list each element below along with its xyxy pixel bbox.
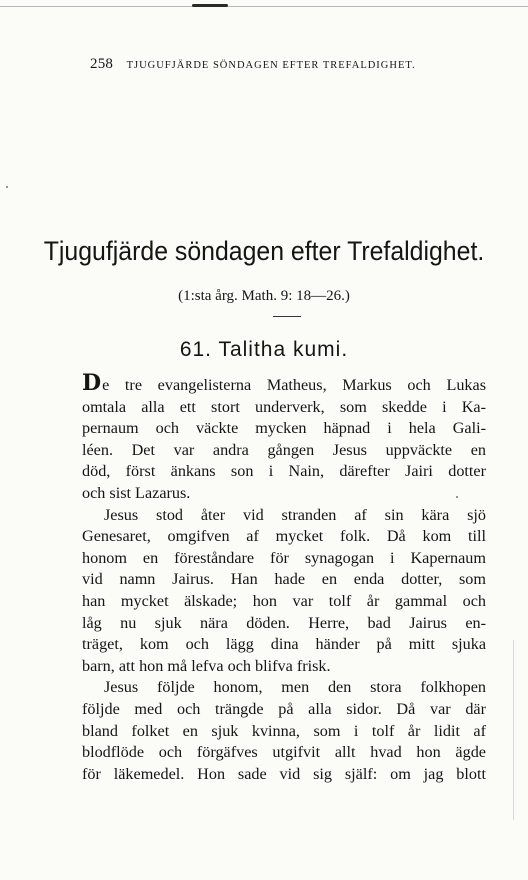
running-header — [90, 56, 488, 73]
top-mark — [192, 4, 228, 7]
drop-initial: D — [82, 370, 102, 396]
text-line: död, först änkans son i Nain, därefter Jairi dotter — [82, 462, 486, 481]
text-line: Jesus stod åter vid stranden af sin kära sjö — [104, 505, 486, 524]
text-line: Jesus följde honom, men den stora folkhopen — [104, 678, 486, 697]
paragraph — [82, 370, 486, 505]
text-line: omtala alla ett stort underverk, som skedde i Ka- — [82, 397, 486, 416]
top-rule — [0, 6, 528, 7]
text-line: léen. Det var andra gången Jesus uppväckte en — [82, 440, 486, 459]
text-line: barn, att hon må lefva och blifva frisk. — [82, 656, 331, 675]
text-line: vid namn Jairus. Han hade en enda dotter, som — [82, 570, 486, 589]
text-line — [82, 370, 486, 397]
text-line: och sist Lazarus. — [82, 483, 191, 502]
text-line: träget, kom och lägg dina händer på mitt sjuka — [82, 635, 486, 654]
body-text — [82, 370, 486, 785]
text-line: blodflöde och förgäfves utgifvit allt hvad hon ägde — [82, 743, 486, 762]
page-number: 258 — [90, 56, 114, 72]
scan-edge-line — [513, 640, 514, 820]
paragraph — [82, 677, 486, 785]
text-line: för läkemedel. Hon sade vid sig själf: om jag blott — [82, 764, 486, 783]
text-line: han mycket älskade; hon var tolf år gammal och — [82, 591, 486, 610]
text-line: bland folket en sjuk kvinna, som i tolf år lidit af — [82, 721, 486, 740]
paragraph — [82, 505, 486, 678]
text-line-rest: e tre evangelisterna Matheus, Markus och Lukas — [102, 376, 486, 394]
section-heading: 61. Talitha kumi. — [179, 338, 349, 361]
text-line: Genesaret, omgifven af mycket folk. Då kom till — [82, 527, 486, 546]
text-line: honom en föreståndare för synagogan i Kapernaum — [82, 548, 486, 567]
scan-speck — [6, 186, 8, 188]
text-line: pernaum och väckte mycken häpnad i hela Gali- — [82, 419, 486, 438]
running-title: TJUGUFJÄRDE SÖNDAGEN EFTER TREFALDIGHET. — [126, 60, 416, 71]
text-line: följde med och trängde på alla sidor. Då var där — [82, 699, 486, 718]
separator-rule — [273, 316, 301, 317]
page-title: Tjugufjärde söndagen efter Trefaldighet. — [43, 236, 485, 266]
text-line: låg nu sjuk nära döden. Herre, bad Jairus en- — [82, 613, 486, 632]
scripture-reference: (1:sta årg. Math. 9: 18—26.) — [178, 288, 350, 304]
